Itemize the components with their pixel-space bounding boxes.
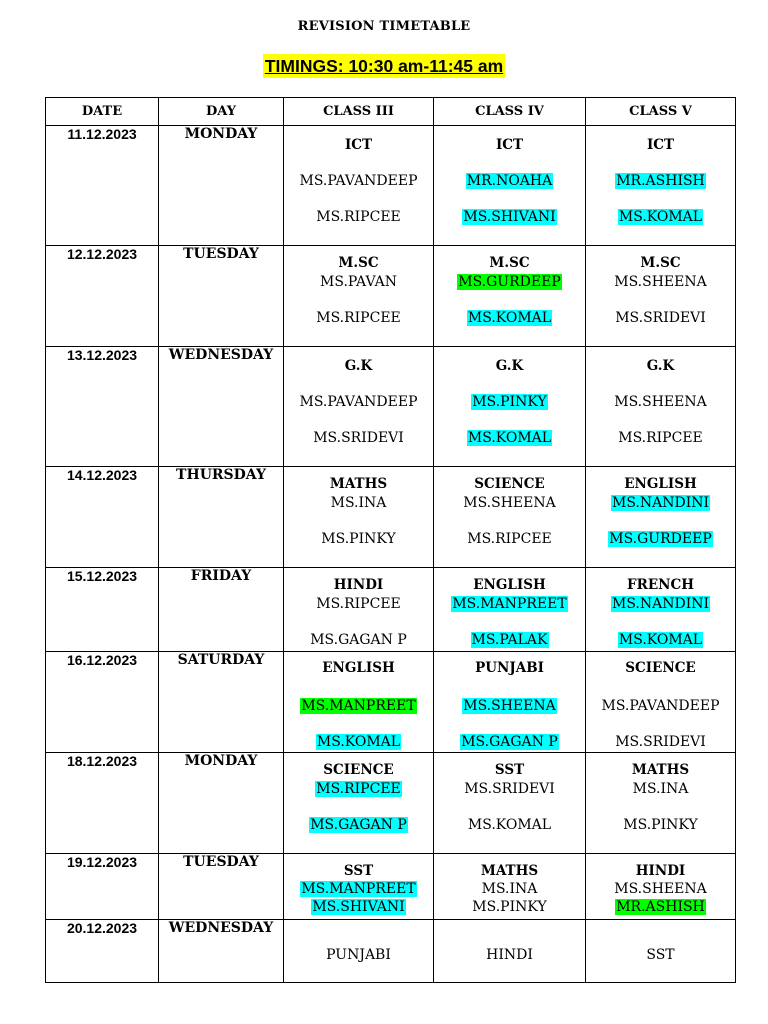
teacher-line <box>434 309 585 327</box>
teacher-name: MS.SRIDEVI <box>615 734 706 750</box>
subject-label: M.SC <box>338 255 379 271</box>
teacher-line <box>434 273 585 291</box>
teacher-line <box>284 780 433 798</box>
day-cell: MONDAY <box>159 753 284 854</box>
cell-class-v <box>586 920 736 983</box>
teacher-line <box>284 393 433 411</box>
timetable-body <box>46 126 736 983</box>
cell-class-iii <box>284 467 434 568</box>
cell-content <box>434 753 585 853</box>
cell-class-iii <box>284 568 434 652</box>
teacher-line <box>434 595 585 613</box>
teacher-line <box>284 880 433 898</box>
teacher-name: MS.PINKY <box>321 531 396 547</box>
teacher-line <box>586 393 735 411</box>
teacher-name: MS.SHEENA <box>463 495 556 511</box>
teacher-name: MS.RIPCEE <box>316 596 401 612</box>
teacher-line <box>434 393 585 411</box>
teacher-line <box>434 697 585 715</box>
subject-label: M.SC <box>640 255 681 271</box>
cell-content <box>284 753 433 853</box>
day-cell: MONDAY <box>159 126 284 246</box>
date-cell: 19.12.2023 <box>46 854 159 920</box>
header-class-iii: CLASS III <box>284 98 434 126</box>
cell-content <box>284 467 433 567</box>
cell-content <box>586 753 735 853</box>
teacher-name: MS.INA <box>632 781 689 797</box>
subject-label: M.SC <box>489 255 530 271</box>
subject-label: SCIENCE <box>474 476 545 492</box>
teacher-line <box>586 429 735 447</box>
teacher-line <box>586 880 735 898</box>
teacher-name: MS.SHIVANI <box>463 209 556 225</box>
teacher-name: MS.GAGAN P <box>310 632 407 648</box>
teacher-name: MS.KOMAL <box>467 430 552 446</box>
cell-content <box>434 920 585 982</box>
subject-label: ICT <box>495 137 524 153</box>
day-cell: TUESDAY <box>159 246 284 347</box>
cell-content <box>284 347 433 466</box>
cell-content <box>586 347 735 466</box>
teacher-line <box>284 697 433 715</box>
table-row <box>46 854 736 920</box>
header-class-iv: CLASS IV <box>434 98 586 126</box>
cell-content <box>586 854 735 919</box>
cell-class-v <box>586 126 736 246</box>
cell-content <box>284 652 433 752</box>
teacher-line <box>434 880 585 898</box>
teacher-name: MS.SRIDEVI <box>313 430 404 446</box>
teacher-line <box>586 172 735 190</box>
teacher-line <box>434 429 585 447</box>
teacher-line <box>586 530 735 548</box>
teacher-name: MS.PINKY <box>472 899 547 915</box>
subject-label: PUNJABI <box>475 660 544 676</box>
table-row <box>46 753 736 854</box>
date-cell: 11.12.2023 <box>46 126 159 246</box>
teacher-name: MS.GAGAN P <box>310 817 407 833</box>
table-row <box>46 126 736 246</box>
date-cell: 18.12.2023 <box>46 753 159 854</box>
cell-content <box>586 246 735 346</box>
subject-label: ENGLISH <box>473 577 546 593</box>
cell-content <box>586 467 735 567</box>
cell-class-iii <box>284 246 434 347</box>
teacher-name: MS.MANPREET <box>301 698 416 714</box>
cell-class-iv <box>434 246 586 347</box>
subject-label: SST <box>494 762 525 778</box>
cell-content <box>434 854 585 919</box>
teacher-line <box>586 733 735 751</box>
teacher-line <box>586 697 735 715</box>
teacher-name: MS.GAGAN P <box>461 734 558 750</box>
teacher-name: MS.KOMAL <box>618 209 703 225</box>
teacher-line <box>284 816 433 834</box>
revision-timetable <box>45 97 736 983</box>
teacher-line <box>284 429 433 447</box>
teacher-line <box>586 309 735 327</box>
subject-label: SST <box>646 947 675 963</box>
cell-class-v <box>586 347 736 467</box>
teacher-line <box>284 733 433 751</box>
cell-class-v <box>586 246 736 347</box>
teacher-line <box>434 172 585 190</box>
teacher-line <box>434 208 585 226</box>
teacher-line <box>434 530 585 548</box>
cell-class-v <box>586 467 736 568</box>
subject-label: SST <box>343 863 374 879</box>
cell-class-iii <box>284 126 434 246</box>
teacher-line <box>434 780 585 798</box>
teacher-name: MS.RIPCEE <box>467 531 552 547</box>
teacher-name: MS.KOMAL <box>467 817 552 833</box>
teacher-name: MR.ASHISH <box>616 899 705 915</box>
teacher-name: MS.SHEENA <box>614 274 707 290</box>
cell-class-iii <box>284 753 434 854</box>
table-row <box>46 467 736 568</box>
teacher-line <box>284 595 433 613</box>
subject-label: ICT <box>344 137 373 153</box>
teacher-name: MS.PINKY <box>623 817 698 833</box>
teacher-name: MS.KOMAL <box>316 734 401 750</box>
subject-label: HINDI <box>635 863 686 879</box>
date-cell: 20.12.2023 <box>46 920 159 983</box>
cell-class-iv <box>434 652 586 753</box>
timings-text: TIMINGS: 10:30 am-11:45 am <box>264 56 504 76</box>
teacher-name: MS.RIPCEE <box>618 430 703 446</box>
subject-label: ICT <box>646 137 675 153</box>
teacher-name: MS.PAVANDEEP <box>299 394 418 410</box>
teacher-line <box>586 595 735 613</box>
teacher-name: MS.SRIDEVI <box>615 310 706 326</box>
cell-class-v <box>586 652 736 753</box>
header-day: DAY <box>159 98 284 126</box>
teacher-name: MS.NANDINI <box>611 596 710 612</box>
subject-label: ENGLISH <box>322 660 395 676</box>
teacher-line <box>284 898 433 916</box>
teacher-name: MS.SHEENA <box>463 698 556 714</box>
teacher-line <box>434 631 585 649</box>
date-cell: 13.12.2023 <box>46 347 159 467</box>
teacher-name: MS.KOMAL <box>467 310 552 326</box>
teacher-line <box>586 780 735 798</box>
cell-class-iii <box>284 652 434 753</box>
subject-label: HINDI <box>333 577 384 593</box>
timings-banner <box>0 54 768 78</box>
cell-content <box>284 854 433 919</box>
cell-content <box>434 246 585 346</box>
table-row <box>46 246 736 347</box>
teacher-line <box>434 494 585 512</box>
subject-label: G.K <box>646 358 675 374</box>
teacher-name: MS.PAVANDEEP <box>601 698 720 714</box>
teacher-line <box>586 631 735 649</box>
day-cell: WEDNESDAY <box>159 347 284 467</box>
teacher-name: MS.RIPCEE <box>316 209 401 225</box>
date-cell: 12.12.2023 <box>46 246 159 347</box>
teacher-name: MS.GURDEEP <box>609 531 712 547</box>
cell-content <box>586 652 735 752</box>
header-date: DATE <box>46 98 159 126</box>
subject-label: MATHS <box>329 476 388 492</box>
teacher-line <box>284 273 433 291</box>
teacher-line <box>586 816 735 834</box>
subject-label: G.K <box>495 358 524 374</box>
subject-label: PUNJABI <box>326 947 391 963</box>
cell-content <box>434 568 585 651</box>
header-class-v: CLASS V <box>586 98 736 126</box>
teacher-name: MS.MANPREET <box>301 881 416 897</box>
teacher-line <box>284 172 433 190</box>
teacher-line <box>284 631 433 649</box>
teacher-name: MS.GURDEEP <box>458 274 561 290</box>
teacher-line <box>434 898 585 916</box>
day-cell: WEDNESDAY <box>159 920 284 983</box>
cell-class-v <box>586 753 736 854</box>
teacher-name: MS.RIPCEE <box>316 781 401 797</box>
teacher-name: MS.KOMAL <box>618 632 703 648</box>
teacher-line <box>284 208 433 226</box>
teacher-name: MS.NANDINI <box>611 495 710 511</box>
subject-label: MATHS <box>480 863 539 879</box>
date-cell: 16.12.2023 <box>46 652 159 753</box>
teacher-line <box>284 494 433 512</box>
cell-class-iv <box>434 568 586 652</box>
header-row <box>46 98 736 126</box>
teacher-line <box>434 733 585 751</box>
subject-label: ENGLISH <box>624 476 697 492</box>
teacher-name: MS.PINKY <box>472 394 547 410</box>
teacher-name: MS.SHEENA <box>614 394 707 410</box>
day-cell: FRIDAY <box>159 568 284 652</box>
teacher-name: MS.PAVAN <box>320 274 397 290</box>
teacher-line <box>586 494 735 512</box>
cell-content <box>586 920 735 982</box>
teacher-name: MR.NOAHA <box>466 173 553 189</box>
day-cell: TUESDAY <box>159 854 284 920</box>
cell-class-iv <box>434 854 586 920</box>
day-cell: THURSDAY <box>159 467 284 568</box>
cell-class-iv <box>434 126 586 246</box>
cell-class-iii <box>284 347 434 467</box>
cell-class-iv <box>434 753 586 854</box>
table-row <box>46 920 736 983</box>
cell-content <box>434 467 585 567</box>
subject-label: G.K <box>344 358 373 374</box>
cell-class-iv <box>434 347 586 467</box>
page-title: REVISION TIMETABLE <box>297 19 471 34</box>
teacher-name: MS.PALAK <box>471 632 548 648</box>
cell-content <box>284 126 433 245</box>
cell-content <box>586 126 735 245</box>
teacher-line <box>586 898 735 916</box>
cell-content <box>284 568 433 651</box>
cell-class-iv <box>434 467 586 568</box>
teacher-line <box>284 530 433 548</box>
teacher-name: MS.SHIVANI <box>312 899 405 915</box>
cell-content <box>586 568 735 651</box>
table-row <box>46 652 736 753</box>
cell-class-iii <box>284 854 434 920</box>
cell-content <box>284 920 433 982</box>
cell-content <box>284 246 433 346</box>
subject-label: FRENCH <box>627 577 694 593</box>
date-cell: 14.12.2023 <box>46 467 159 568</box>
cell-class-iii <box>284 920 434 983</box>
teacher-name: MS.PAVANDEEP <box>299 173 418 189</box>
cell-content <box>434 652 585 752</box>
subject-label: MATHS <box>631 762 690 778</box>
teacher-line <box>586 208 735 226</box>
teacher-name: MS.INA <box>481 881 538 897</box>
date-cell: 15.12.2023 <box>46 568 159 652</box>
teacher-line <box>434 816 585 834</box>
table-row <box>46 568 736 652</box>
cell-class-v <box>586 854 736 920</box>
teacher-name: MS.INA <box>330 495 387 511</box>
cell-class-iv <box>434 920 586 983</box>
subject-label: SCIENCE <box>323 762 394 778</box>
cell-class-v <box>586 568 736 652</box>
subject-label: HINDI <box>486 947 533 963</box>
teacher-line <box>586 273 735 291</box>
teacher-name: MR.ASHISH <box>616 173 705 189</box>
subject-label: SCIENCE <box>625 660 696 676</box>
teacher-name: MS.RIPCEE <box>316 310 401 326</box>
table-row <box>46 347 736 467</box>
cell-content <box>434 347 585 466</box>
day-cell: SATURDAY <box>159 652 284 753</box>
cell-content <box>434 126 585 245</box>
teacher-name: MS.SRIDEVI <box>464 781 555 797</box>
teacher-name: MS.SHEENA <box>614 881 707 897</box>
teacher-name: MS.MANPREET <box>452 596 567 612</box>
teacher-line <box>284 309 433 327</box>
